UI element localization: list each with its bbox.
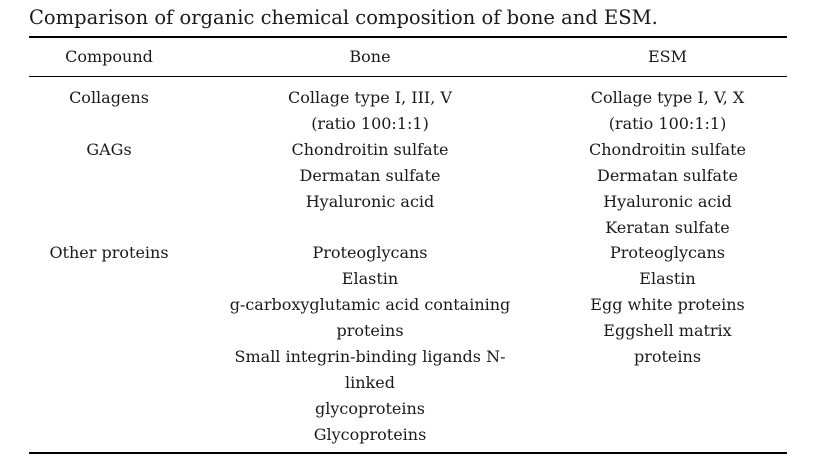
bone-entry: Proteoglycans	[312, 243, 428, 262]
top-rule	[29, 36, 787, 38]
bone-entry: linked	[345, 373, 395, 392]
compound-cell	[29, 137, 189, 163]
esm-entry: Collage type I, V, X	[590, 88, 745, 107]
esm-cell	[555, 85, 780, 137]
esm-entry: (ratio 100:1:1)	[608, 114, 727, 133]
esm-entry: Elastin	[639, 269, 696, 288]
esm-entry: proteins	[633, 347, 702, 366]
bottom-rule	[29, 452, 787, 454]
bone-entry: proteins	[336, 321, 404, 340]
bone-entry: Small integrin-binding ligands N-	[234, 347, 506, 366]
bone-cell	[210, 137, 530, 215]
bone-entry: Hyaluronic acid	[305, 192, 435, 211]
bone-entry: Dermatan sulfate	[299, 166, 441, 185]
esm-entry: Keratan sulfate	[605, 218, 730, 237]
esm-entry: Proteoglycans	[610, 243, 725, 262]
column-header-esm: ESM	[647, 47, 688, 66]
compound-name: Other proteins	[49, 243, 169, 262]
column-header-compound: Compound	[65, 47, 153, 66]
esm-entry: Eggshell matrix	[603, 321, 732, 340]
bone-cell	[210, 240, 530, 448]
table-caption: Comparison of organic chemical composition of bone and ESM.	[29, 6, 658, 29]
bone-entry: Elastin	[341, 269, 399, 288]
compound-name: GAGs	[86, 140, 132, 159]
bone-entry: Chondroitin sulfate	[291, 140, 449, 159]
esm-entry: Hyaluronic acid	[603, 192, 732, 211]
compound-cell	[29, 240, 189, 266]
bone-entry: (ratio 100:1:1)	[311, 114, 429, 133]
esm-entry: Chondroitin sulfate	[588, 140, 747, 159]
esm-cell	[555, 240, 780, 370]
column-header-bone: Bone	[349, 47, 391, 66]
bone-cell	[210, 85, 530, 137]
esm-cell	[555, 137, 780, 241]
compound-name: Collagens	[69, 88, 149, 107]
bone-entry: g-carboxyglutamic acid containing	[229, 295, 511, 314]
compound-cell	[29, 85, 189, 111]
esm-entry: Egg white proteins	[590, 295, 745, 314]
esm-entry: Dermatan sulfate	[596, 166, 738, 185]
header-rule	[29, 76, 787, 77]
bone-entry: glycoproteins	[314, 399, 426, 418]
bone-entry: Collage type I, III, V	[288, 88, 452, 107]
bone-entry: Glycoproteins	[313, 425, 427, 444]
